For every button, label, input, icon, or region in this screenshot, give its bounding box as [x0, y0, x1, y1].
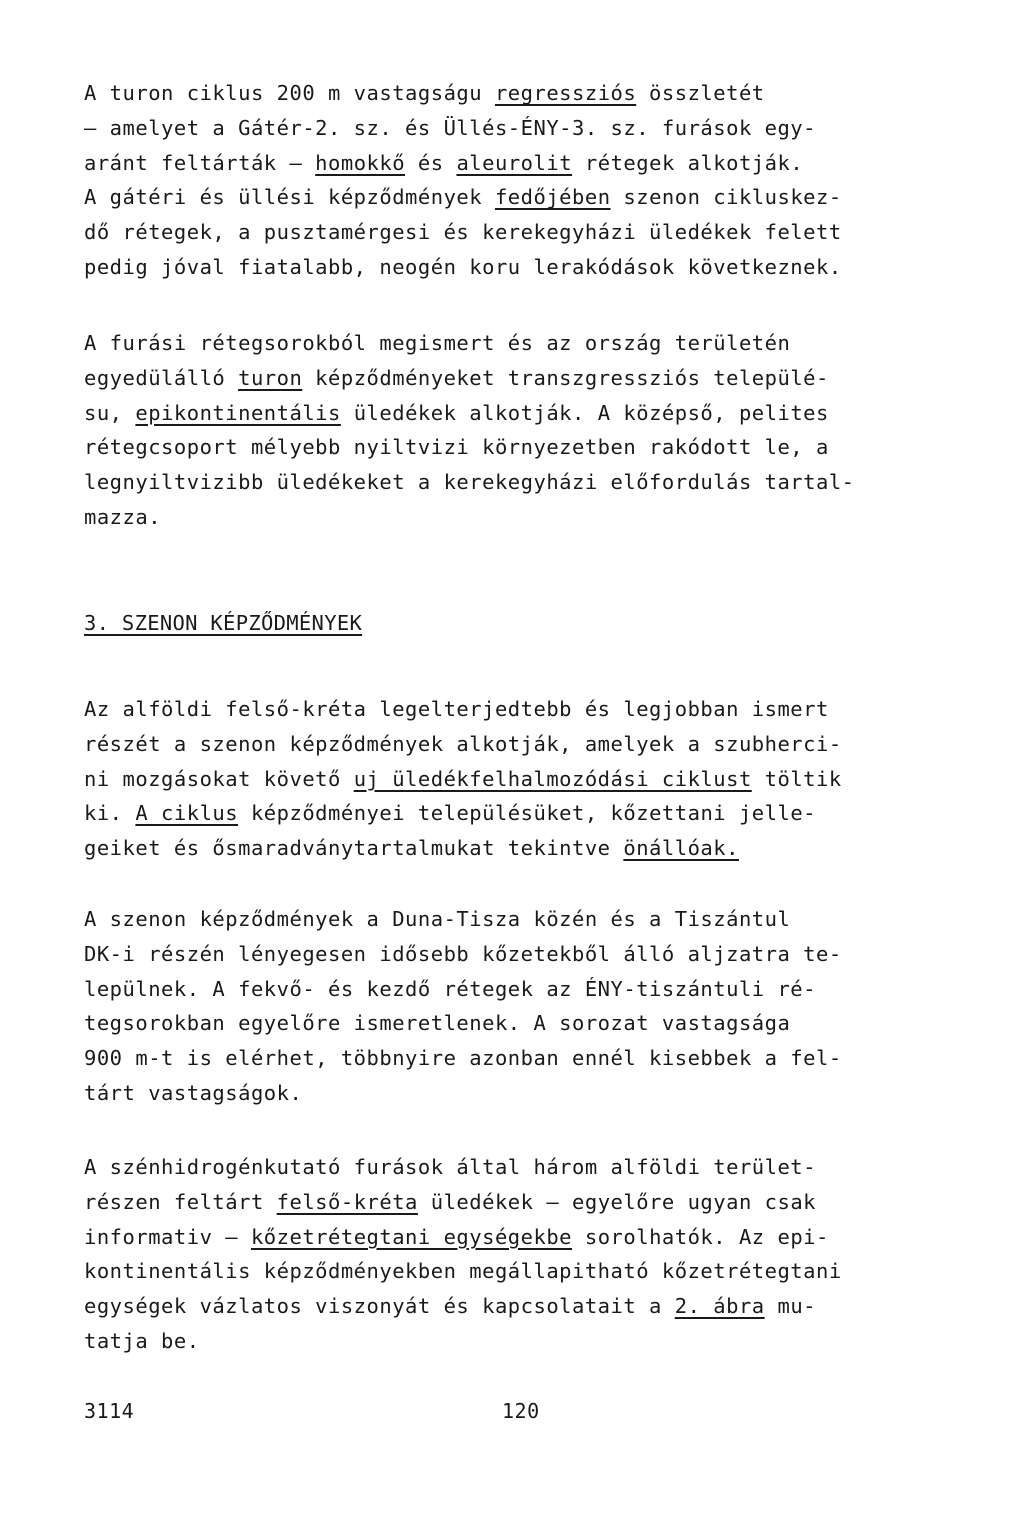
text-segment: tegsorokban egyelőre ismeretlenek. A sorozat vastagsága: [84, 1011, 791, 1036]
text-segment: rétegek alkotják.: [572, 150, 804, 175]
text-line: [84, 762, 964, 797]
text-segment: összletét: [636, 81, 765, 105]
underlined-term: kőzetrétegtani egységekbe: [250, 1224, 573, 1249]
text-segment: sorolhatók. Az epi-: [572, 1224, 829, 1249]
text-segment: üledékek — egyelőre ugyan csak: [417, 1189, 817, 1214]
text-segment: képződményeket transzgressziós települé-: [302, 365, 829, 390]
text-segment: A turon ciklus 200 m vastagságu: [84, 81, 495, 105]
underlined-term: fedőjében: [494, 185, 611, 210]
text-line: [84, 1220, 964, 1255]
text-line: [84, 1076, 964, 1111]
underlined-term: önállóak.: [623, 836, 739, 861]
text-line: [84, 326, 964, 361]
text-line: [84, 180, 964, 215]
text-segment: és: [405, 150, 457, 175]
text-line: [84, 465, 964, 500]
section-heading: 3. SZENON KÉPZŐDMÉNYEK: [84, 611, 363, 635]
underlined-term: uj üledékfelhalmozódási ciklust: [353, 766, 752, 791]
text-segment: szenon cikluskez-: [610, 185, 842, 210]
text-segment: dő rétegek, a pusztamérgesi és kerekegyházi üledékek felett: [84, 220, 842, 245]
paragraph-turon-thickness: [84, 76, 964, 285]
text-segment: A furási rétegsorokból megismert és az ország területén: [84, 331, 791, 355]
text-segment: töltik: [751, 766, 842, 791]
text-line: [84, 500, 964, 535]
text-segment: su,: [84, 400, 136, 425]
text-segment: lepülnek. A fekvő- és kezdő rétegek az ÉNY-tiszántuli ré-: [84, 976, 816, 1001]
text-segment: képződményei településüket, kőzettani jelle-: [238, 801, 817, 826]
paragraph-szenhidrogen-furasok: [84, 1150, 964, 1359]
paragraph-szenon-kepzodmenyek: [84, 902, 964, 1111]
text-segment: egyedülálló: [84, 365, 239, 390]
text-segment: mu-: [764, 1294, 817, 1319]
underlined-term: homokkő: [315, 150, 406, 175]
underlined-term: A ciklus: [135, 801, 239, 826]
underlined-term: 2. ábra: [674, 1294, 765, 1319]
text-segment: informativ —: [84, 1224, 251, 1249]
footer-page-number: 120: [502, 1399, 540, 1423]
text-segment: — amelyet a Gátér-2. sz. és Üllés-ÉNY-3. sz. furások egy-: [84, 115, 816, 140]
text-segment: A szénhidrogénkutató furások által három alföldi terület-: [84, 1155, 816, 1179]
text-segment: A szenon képződmények a Duna-Tisza közén és a Tiszántul: [84, 907, 791, 931]
underlined-term: regressziós: [494, 81, 637, 105]
text-line: [84, 430, 964, 465]
text-line: [84, 831, 964, 866]
text-line: [84, 215, 964, 250]
underlined-term: felső-kréta: [276, 1189, 418, 1214]
text-segment: pedig jóval fiatalabb, neogén koru lerakódások következnek.: [84, 254, 842, 279]
text-segment: üledékek alkotják. A középső, pelites: [340, 400, 829, 425]
text-segment: egységek vázlatos viszonyát és kapcsolatait a: [84, 1294, 675, 1319]
text-segment: aránt feltárták —: [84, 150, 316, 175]
underlined-term: turon: [238, 365, 303, 390]
text-line: [84, 727, 964, 762]
text-segment: A gátéri és üllési képződmények: [84, 185, 495, 210]
text-segment: legnyiltvizibb üledékeket a kerekegyházi előfordulás tartal-: [84, 470, 855, 495]
paragraph-drilling-sequences: [84, 326, 964, 535]
text-segment: kontinentális képződményekben megállapitható kőzetrétegtani: [84, 1259, 842, 1284]
text-segment: mazza.: [84, 504, 162, 529]
text-line: [84, 1324, 964, 1359]
text-segment: geiket és ősmaradványtartalmukat tekintve: [84, 836, 624, 861]
underlined-term: aleurolit: [456, 150, 573, 175]
text-line: [84, 902, 964, 937]
text-segment: részen feltárt: [84, 1189, 277, 1214]
text-line: [84, 1289, 964, 1324]
text-line: [84, 1254, 964, 1289]
paragraph-alfoldi-felso-kreta: [84, 692, 964, 866]
text-line: [84, 146, 964, 181]
text-segment: ki.: [84, 801, 136, 826]
text-segment: 900 m-t is elérhet, többnyire azonban ennél kisebbek a fel-: [84, 1046, 842, 1071]
text-segment: rétegcsoport mélyebb nyiltvizi környezetben rakódott le, a: [84, 435, 829, 460]
text-line: [84, 692, 964, 727]
text-line: [84, 111, 964, 146]
text-line: [84, 76, 964, 111]
text-segment: Az alföldi felső-kréta legelterjedtebb és legjobban ismert: [84, 697, 829, 721]
text-segment: ni mozgásokat követő: [84, 766, 354, 791]
text-line: [84, 396, 964, 431]
text-line: [84, 1041, 964, 1076]
text-segment: DK-i részén lényegesen idősebb kőzetekből álló aljzatra te-: [84, 941, 842, 966]
text-line: [84, 361, 964, 396]
text-line: [84, 1185, 964, 1220]
text-segment: tárt vastagságok.: [84, 1080, 303, 1105]
text-line: [84, 972, 964, 1007]
text-line: [84, 1006, 964, 1041]
text-line: [84, 796, 964, 831]
text-line: [84, 1150, 964, 1185]
text-line: [84, 250, 964, 285]
footer-document-number: 3114: [84, 1399, 135, 1423]
text-line: [84, 937, 964, 972]
text-segment: részét a szenon képződmények alkotják, amelyek a szubherci-: [84, 731, 842, 756]
text-segment: tatja be.: [84, 1328, 200, 1353]
underlined-term: epikontinentális: [135, 400, 341, 425]
